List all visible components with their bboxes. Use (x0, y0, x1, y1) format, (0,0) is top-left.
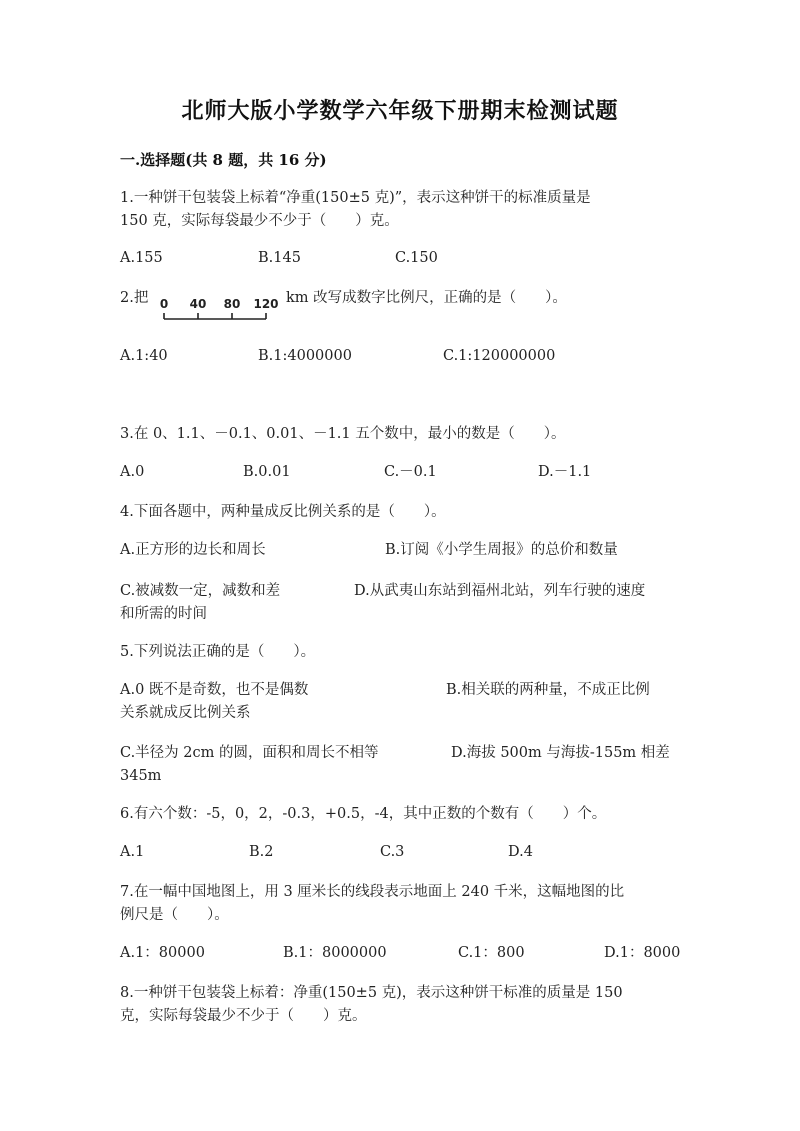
q4-stem: 4.下面各题中，两种量成反比例关系的是（ ）。 (120, 504, 446, 520)
q7-stem-line2: 例尺是（ ）。 (120, 907, 229, 923)
q7-option-d: D.1：8000 (604, 945, 681, 961)
q2-option-c: C.1:120000000 (443, 348, 556, 364)
q1-stem-line2: 150 克，实际每袋最少不少于（ ）克。 (120, 213, 399, 229)
q5-option-c: C.半径为 2cm 的圆，面积和周长不相等 (120, 745, 379, 761)
q7-stem-line1: 7.在一幅中国地图上，用 3 厘米长的线段表示地面上 240 千米，这幅地图的比 (120, 884, 625, 900)
q6-option-d: D.4 (508, 844, 533, 860)
q7-option-c: C.1：800 (458, 945, 525, 961)
q7-option-b: B.1：8000000 (283, 945, 387, 961)
scale-label-40: 40 (189, 297, 207, 311)
q8-stem-line1: 8.一种饼干包装袋上标着：净重(150±5 克)，表示这种饼干标准的质量是 150 (120, 985, 623, 1001)
q1-option-a: A.155 (120, 250, 163, 266)
q3-stem: 3.在 0、1.1、－0.1、0.01、－1.1 五个数中，最小的数是（ ）。 (120, 426, 566, 442)
q6-option-b: B.2 (249, 844, 274, 860)
q8-stem-line2: 克，实际每袋最少不少于（ ）克。 (120, 1008, 367, 1024)
q5-option-d-line1: D.海拔 500m 与海拔-155m 相差 (451, 745, 670, 761)
q3-option-a: A.0 (120, 464, 145, 480)
q6-stem: 6.有六个数：-5，0，2，-0.3，+0.5，-4，其中正数的个数有（ ）个。 (120, 806, 607, 822)
q2-option-a: A.1:40 (120, 348, 168, 364)
q4-option-b: B.订阅《小学生周报》的总价和数量 (385, 542, 618, 558)
q3-option-d: D.－1.1 (538, 464, 592, 480)
section-heading: 一.选择题(共 8 题，共 16 分) (120, 151, 327, 169)
q2-prefix: 2.把 (120, 290, 149, 306)
q1-option-b: B.145 (258, 250, 301, 266)
q5-stem: 5.下列说法正确的是（ ）。 (120, 644, 316, 660)
q7-option-a: A.1：80000 (120, 945, 205, 961)
q1-stem-line1: 1.一种饼干包装袋上标着“净重(150±5 克)”，表示这种饼干的标准质量是 (120, 190, 591, 206)
q1-option-c: C.150 (395, 250, 438, 266)
q4-option-c: C.被减数一定，减数和差 (120, 583, 281, 599)
q4-option-d-line2: 和所需的时间 (120, 606, 207, 622)
scale-label-120: 120 (253, 297, 279, 311)
page-title: 北师大版小学数学六年级下册期末检测试题 (181, 98, 619, 124)
q2-option-b: B.1:4000000 (258, 348, 352, 364)
q6-option-a: A.1 (120, 844, 145, 860)
q4-option-d-line1: D.从武夷山东站到福州北站，列车行驶的速度 (354, 583, 646, 599)
q6-option-c: C.3 (380, 844, 405, 860)
scale-label-80: 80 (223, 297, 241, 311)
q5-option-b-line1: B.相关联的两种量，不成正比例 (446, 682, 650, 698)
q3-option-c: C.－0.1 (384, 464, 437, 480)
q2-stem-suffix: km 改写成数字比例尺，正确的是（ ）。 (286, 290, 567, 306)
q4-option-a: A.正方形的边长和周长 (120, 542, 266, 558)
line-scale-diagram (158, 296, 282, 326)
q3-option-b: B.0.01 (243, 464, 291, 480)
q5-option-d-line2: 345m (120, 768, 162, 784)
q5-option-b-line2: 关系就成反比例关系 (120, 705, 251, 721)
scale-label-0: 0 (159, 297, 169, 311)
q5-option-a: A.0 既不是奇数，也不是偶数 (120, 682, 309, 698)
